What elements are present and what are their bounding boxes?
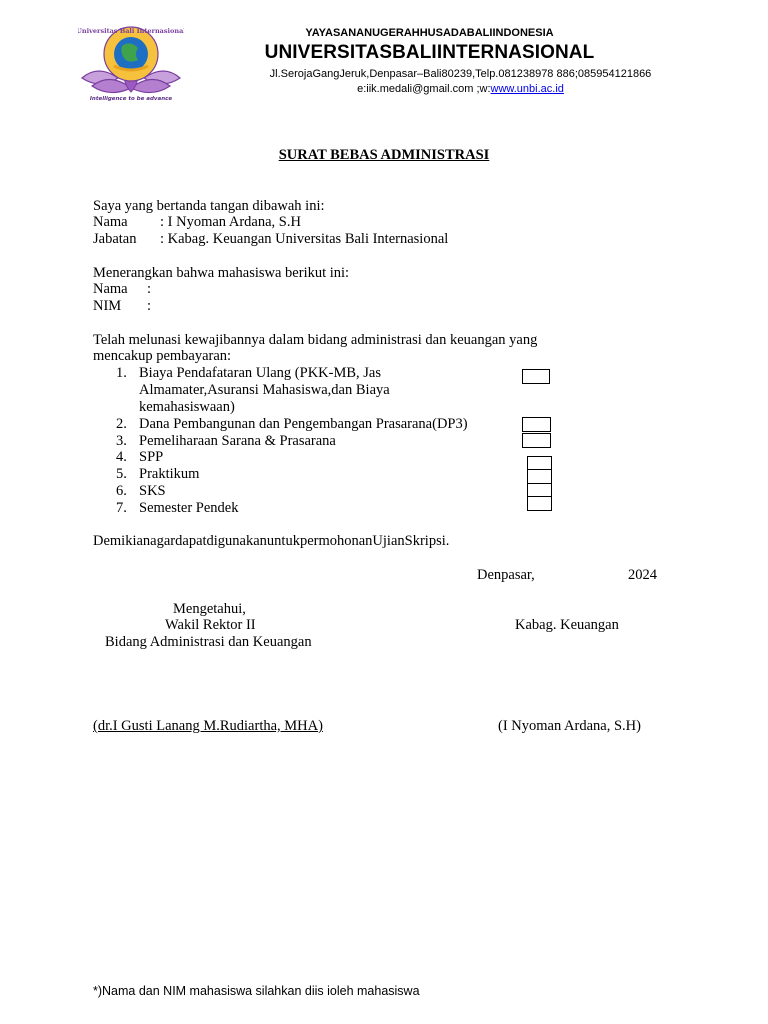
- left-sign-line1: Mengetahui,: [173, 601, 246, 617]
- signer-intro: Saya yang bertanda tangan dibawah ini:: [93, 198, 325, 214]
- item-number: 2.: [116, 416, 127, 432]
- student-nim-value: :: [147, 298, 152, 314]
- student-nim-label: NIM: [93, 298, 122, 314]
- svg-text:Universitas Bali Internasional: Universitas Bali Internasional: [78, 27, 184, 35]
- svg-text:Intelligence to be advance: Intelligence to be advance: [89, 96, 173, 102]
- university-name: UNIVERSITASBALIINTERNASIONAL: [264, 42, 595, 63]
- contact-line: [0, 83, 768, 95]
- left-sign-name: (dr.I Gusti Lanang M.Rudiartha, MHA): [93, 718, 323, 734]
- paid-intro-line2: mencakup pembayaran:: [93, 348, 232, 364]
- signer-name-value: : I Nyoman Ardana, S.H: [160, 214, 301, 230]
- checkbox-item-1[interactable]: [522, 369, 550, 384]
- place-text: Denpasar,: [477, 567, 535, 583]
- item-label: Almamater,Asuransi Mahasiswa,dan Biaya: [139, 382, 390, 398]
- item-label: Semester Pendek: [139, 500, 239, 516]
- left-sign-line3: Bidang Administrasi dan Keuangan: [105, 634, 312, 650]
- left-sign-line2: Wakil Rektor II: [165, 617, 256, 633]
- closing-statement: DemikianagardapatdigunakanuntukpermohonanUjianSkripsi.: [93, 533, 450, 549]
- checkbox-item-4[interactable]: [527, 456, 552, 470]
- email-text: e:iik.medali@gmail.com ;w:: [357, 83, 491, 95]
- item-label: Biaya Pendafataran Ulang (PKK-MB, Jas: [139, 365, 382, 381]
- item-label: Dana Pembangunan dan Pengembangan Prasarana(DP3): [139, 416, 468, 432]
- foundation-name: YAYASANANUGERAHHUSADABALIINDONESIA: [305, 27, 554, 39]
- address-line: Jl.SerojaGangJeruk,Denpasar–Bali80239,Telp.081238978 886;085954121866: [269, 68, 652, 80]
- item-number: 4.: [116, 449, 127, 465]
- signer-position-label: Jabatan: [93, 231, 137, 247]
- item-label: Pemeliharaan Sarana & Prasarana: [139, 433, 336, 449]
- checkbox-item-5[interactable]: [527, 469, 552, 484]
- student-name-value: :: [147, 281, 152, 297]
- signer-position-value: : Kabag. Keuangan Universitas Bali Internasional: [160, 231, 449, 247]
- item-number: 3.: [116, 433, 127, 449]
- checkbox-item-6[interactable]: [527, 483, 552, 497]
- checkbox-item-3[interactable]: [522, 433, 551, 448]
- footnote: *)Nama dan NIM mahasiswa silahkan diis ioleh mahasiswa: [93, 984, 420, 998]
- student-intro: Menerangkan bahwa mahasiswa berikut ini:: [93, 265, 350, 281]
- paid-intro-line1: Telah melunasi kewajibannya dalam bidang administrasi dan keuangan yang: [93, 332, 538, 348]
- right-sign-name: (I Nyoman Ardana, S.H): [498, 718, 641, 734]
- item-number: 5.: [116, 466, 127, 482]
- item-number: 7.: [116, 500, 127, 516]
- item-label: SPP: [139, 449, 164, 465]
- document-title: SURAT BEBAS ADMINISTRASI: [278, 147, 490, 163]
- year-text: 2024: [628, 567, 657, 583]
- item-number: 1.: [116, 365, 127, 381]
- item-label: Praktikum: [139, 466, 200, 482]
- student-name-label: Nama: [93, 281, 128, 297]
- checkbox-item-7[interactable]: [527, 496, 552, 511]
- item-label: kemahasiswaan): [139, 399, 235, 415]
- item-number: 6.: [116, 483, 127, 499]
- website-link[interactable]: www.unbi.ac.id: [490, 83, 564, 95]
- right-sign-title: Kabag. Keuangan: [515, 617, 619, 633]
- signer-name-label: Nama: [93, 214, 128, 230]
- checkbox-item-2[interactable]: [522, 417, 551, 432]
- item-label: SKS: [139, 483, 166, 499]
